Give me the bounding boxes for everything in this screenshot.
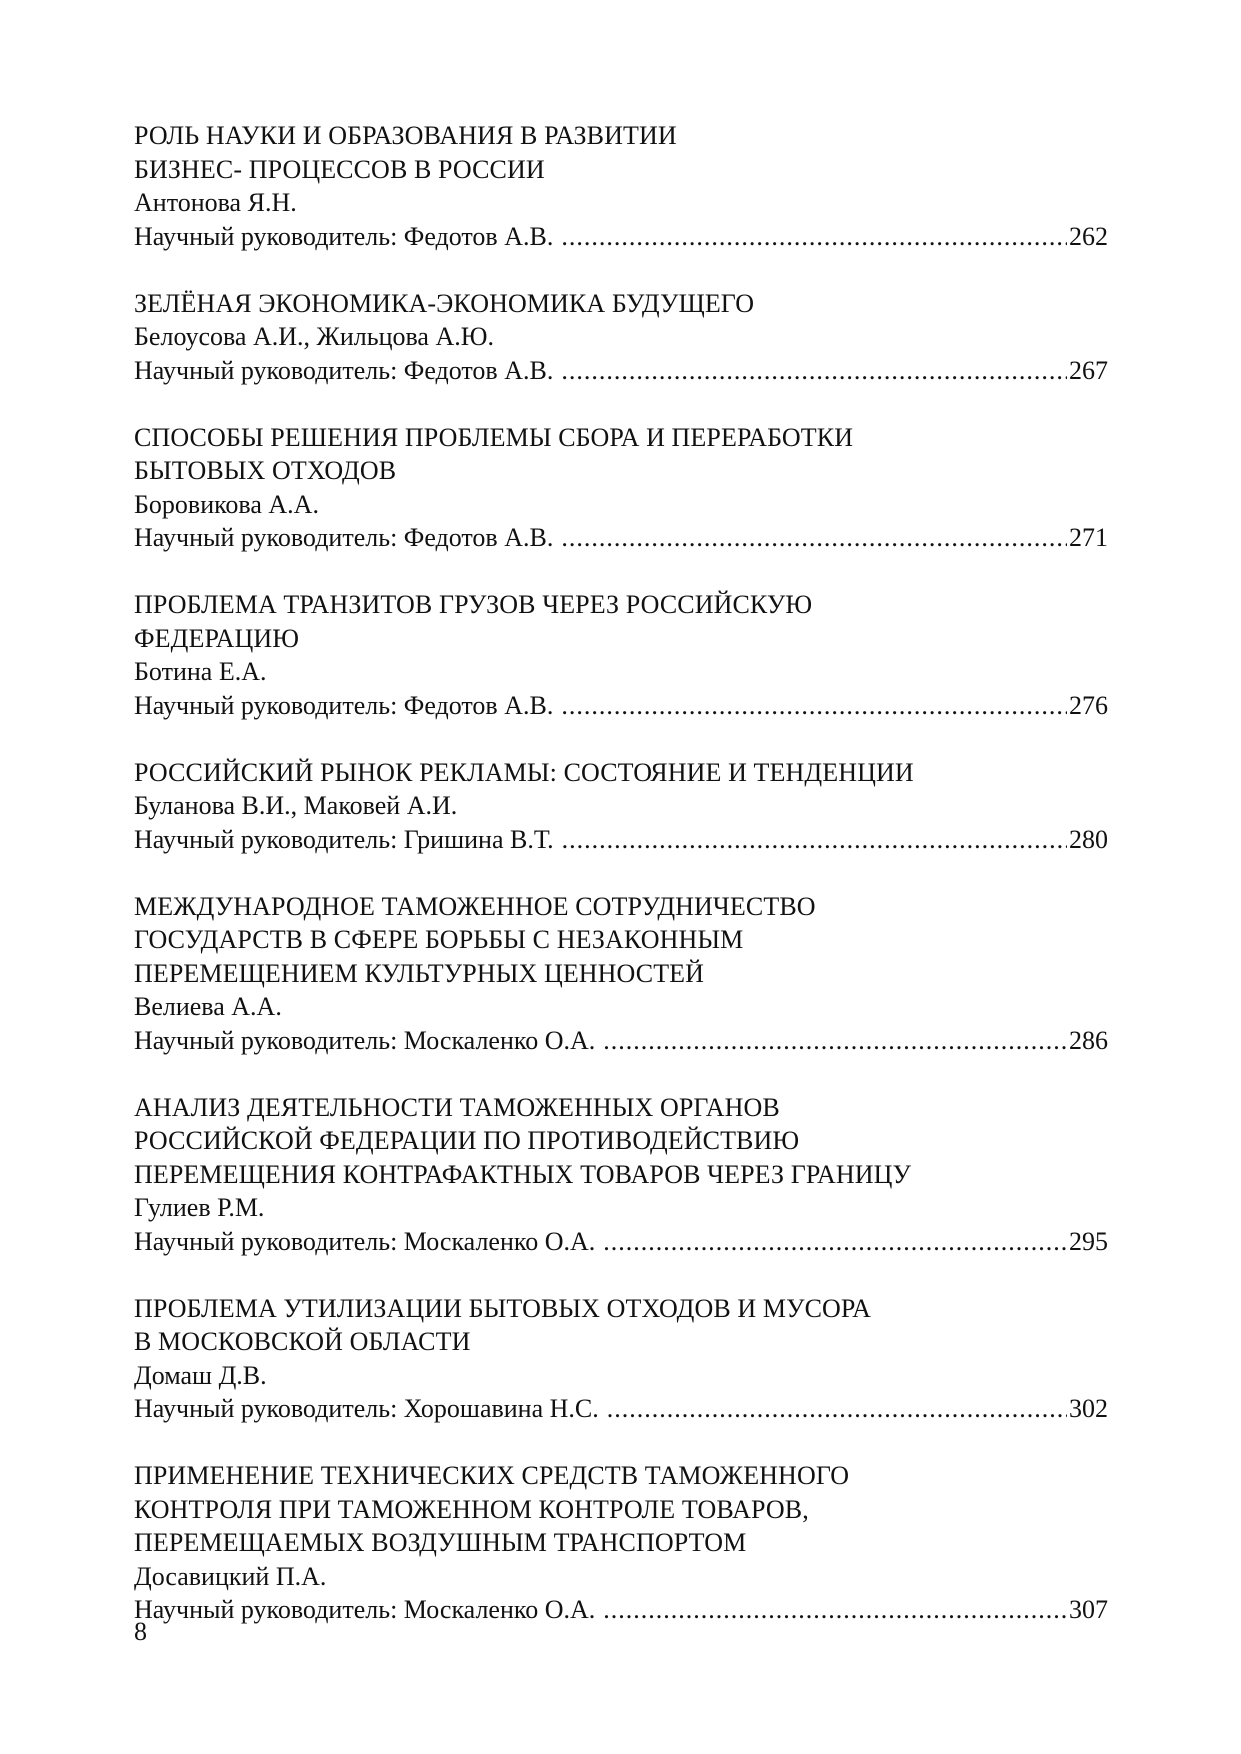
- entry-title-line: ГОСУДАРСТВ В СФЕРЕ БОРЬБЫ С НЕЗАКОННЫМ: [134, 925, 744, 954]
- entry-authors: Буланова В.И., Маковей А.И.: [134, 791, 458, 820]
- entry-supervisor-line: [134, 823, 1108, 857]
- entry-title-line: ПРОБЛЕМА ТРАНЗИТОВ ГРУЗОВ ЧЕРЕЗ РОССИЙСКУЮ: [134, 590, 813, 619]
- entry-page-number: 276: [1069, 690, 1108, 720]
- entry-supervisor: Научный руководитель: Москаленко О.А.: [134, 1595, 596, 1624]
- entry-title-line: ПРОБЛЕМА УТИЛИЗАЦИИ БЫТОВЫХ ОТХОДОВ И МУСОРА: [134, 1293, 872, 1323]
- dot-leader: [607, 1392, 1067, 1426]
- toc-entry: [134, 588, 1108, 722]
- entry-supervisor-line: [134, 220, 1108, 254]
- entry-title-line: ПЕРЕМЕЩАЕМЫХ ВОЗДУШНЫМ ТРАНСПОРТОМ: [134, 1528, 747, 1557]
- entry-page-number: 280: [1069, 824, 1108, 854]
- entry-page-number: 302: [1069, 1394, 1108, 1423]
- dot-leader: [562, 823, 1067, 857]
- entry-authors: Ботина Е.А.: [134, 657, 267, 686]
- entry-supervisor: Научный руководитель: Федотов А.В.: [134, 221, 554, 251]
- entry-title-line: ПЕРЕМЕЩЕНИЕМ КУЛЬТУРНЫХ ЦЕННОСТЕЙ: [134, 958, 705, 988]
- entry-supervisor-line: [134, 1225, 1108, 1259]
- entry-authors: Велиева А.А.: [134, 992, 282, 1021]
- toc-entry: [134, 287, 1108, 388]
- entry-title-line: ФЕДЕРАЦИЮ: [134, 623, 300, 653]
- entry-page-number: 271: [1069, 523, 1108, 552]
- entry-authors: Белоусова А.И., Жильцова А.Ю.: [134, 322, 494, 351]
- entry-title-line: МЕЖДУНАРОДНОЕ ТАМОЖЕННОЕ СОТРУДНИЧЕСТВО: [134, 891, 816, 921]
- dot-leader: [561, 220, 1067, 254]
- entry-title-line: АНАЛИЗ ДЕЯТЕЛЬНОСТИ ТАМОЖЕННЫХ ОРГАНОВ: [134, 1092, 780, 1122]
- toc-entry: [134, 1091, 1108, 1259]
- entry-title-line: ПРИМЕНЕНИЕ ТЕХНИЧЕСКИХ СРЕДСТВ ТАМОЖЕННОГО: [134, 1461, 850, 1490]
- dot-leader: [561, 521, 1067, 555]
- entry-authors: Досавицкий П.А.: [134, 1561, 327, 1591]
- entry-supervisor: Научный руководитель: Гришина В.Т.: [134, 824, 554, 854]
- entry-title-line: ПЕРЕМЕЩЕНИЯ КОНТРАФАКТНЫХ ТОВАРОВ ЧЕРЕЗ ГРАНИЦУ: [134, 1159, 912, 1189]
- dot-leader: [561, 354, 1067, 388]
- entry-supervisor-line: [134, 1024, 1108, 1058]
- entry-supervisor: Научный руководитель: Федотов А.В.: [134, 690, 554, 720]
- entry-title-line: РОССИЙСКОЙ ФЕДЕРАЦИИ ПО ПРОТИВОДЕЙСТВИЮ: [134, 1126, 800, 1155]
- toc-entry: [134, 756, 1108, 857]
- entry-title-line: КОНТРОЛЯ ПРИ ТАМОЖЕННОМ КОНТРОЛЕ ТОВАРОВ,: [134, 1494, 809, 1524]
- entry-title-line: РОЛЬ НАУКИ И ОБРАЗОВАНИЯ В РАЗВИТИИ: [134, 121, 677, 150]
- dot-leader: [603, 1024, 1067, 1058]
- dot-leader: [603, 1225, 1067, 1259]
- toc-entry: [134, 1459, 1108, 1627]
- entry-page-number: 286: [1069, 1025, 1108, 1055]
- entry-title-line: РОССИЙСКИЙ РЫНОК РЕКЛАМЫ: СОСТОЯНИЕ И ТЕНДЕНЦИИ: [134, 757, 914, 787]
- entry-supervisor: Научный руководитель: Москаленко О.А.: [134, 1025, 596, 1055]
- footer-page-number: 8: [134, 1617, 147, 1646]
- toc-entry: [134, 119, 1108, 253]
- entry-authors: Антонова Я.Н.: [134, 188, 297, 217]
- entry-page-number: 262: [1069, 221, 1108, 251]
- entry-supervisor: Научный руководитель: Федотов А.В.: [134, 355, 554, 385]
- dot-leader: [603, 1593, 1067, 1627]
- toc-entry: [134, 1292, 1108, 1426]
- entry-supervisor: Научный руководитель: Хорошавина Н.С.: [134, 1394, 599, 1423]
- table-of-contents: [134, 119, 1108, 1660]
- entry-page-number: 307: [1069, 1595, 1108, 1624]
- entry-supervisor: Научный руководитель: Федотов А.В.: [134, 523, 554, 552]
- entry-title-line: В МОСКОВСКОЙ ОБЛАСТИ: [134, 1327, 471, 1356]
- entry-authors: Боровикова А.А.: [134, 489, 319, 519]
- entry-supervisor-line: [134, 354, 1108, 388]
- entry-title-line: ЗЕЛЁНАЯ ЭКОНОМИКА-ЭКОНОМИКА БУДУЩЕГО: [134, 288, 755, 318]
- entry-supervisor-line: [134, 1593, 1108, 1627]
- entry-title-line: БЫТОВЫХ ОТХОДОВ: [134, 456, 397, 485]
- entry-authors: Домаш Д.В.: [134, 1360, 267, 1390]
- entry-page-number: 295: [1069, 1226, 1108, 1256]
- entry-authors: Гулиев Р.М.: [134, 1193, 265, 1222]
- entry-supervisor-line: [134, 1392, 1108, 1426]
- entry-title-line: БИЗНЕС- ПРОЦЕССОВ В РОССИИ: [134, 154, 545, 184]
- entry-page-number: 267: [1069, 355, 1108, 385]
- entry-supervisor-line: [134, 689, 1108, 723]
- dot-leader: [561, 689, 1067, 723]
- entry-title-line: СПОСОБЫ РЕШЕНИЯ ПРОБЛЕМЫ СБОРА И ПЕРЕРАБОТКИ: [134, 422, 854, 452]
- toc-entry: [134, 890, 1108, 1058]
- entry-supervisor-line: [134, 521, 1108, 555]
- toc-entry: [134, 421, 1108, 555]
- entry-supervisor: Научный руководитель: Москаленко О.А.: [134, 1226, 596, 1256]
